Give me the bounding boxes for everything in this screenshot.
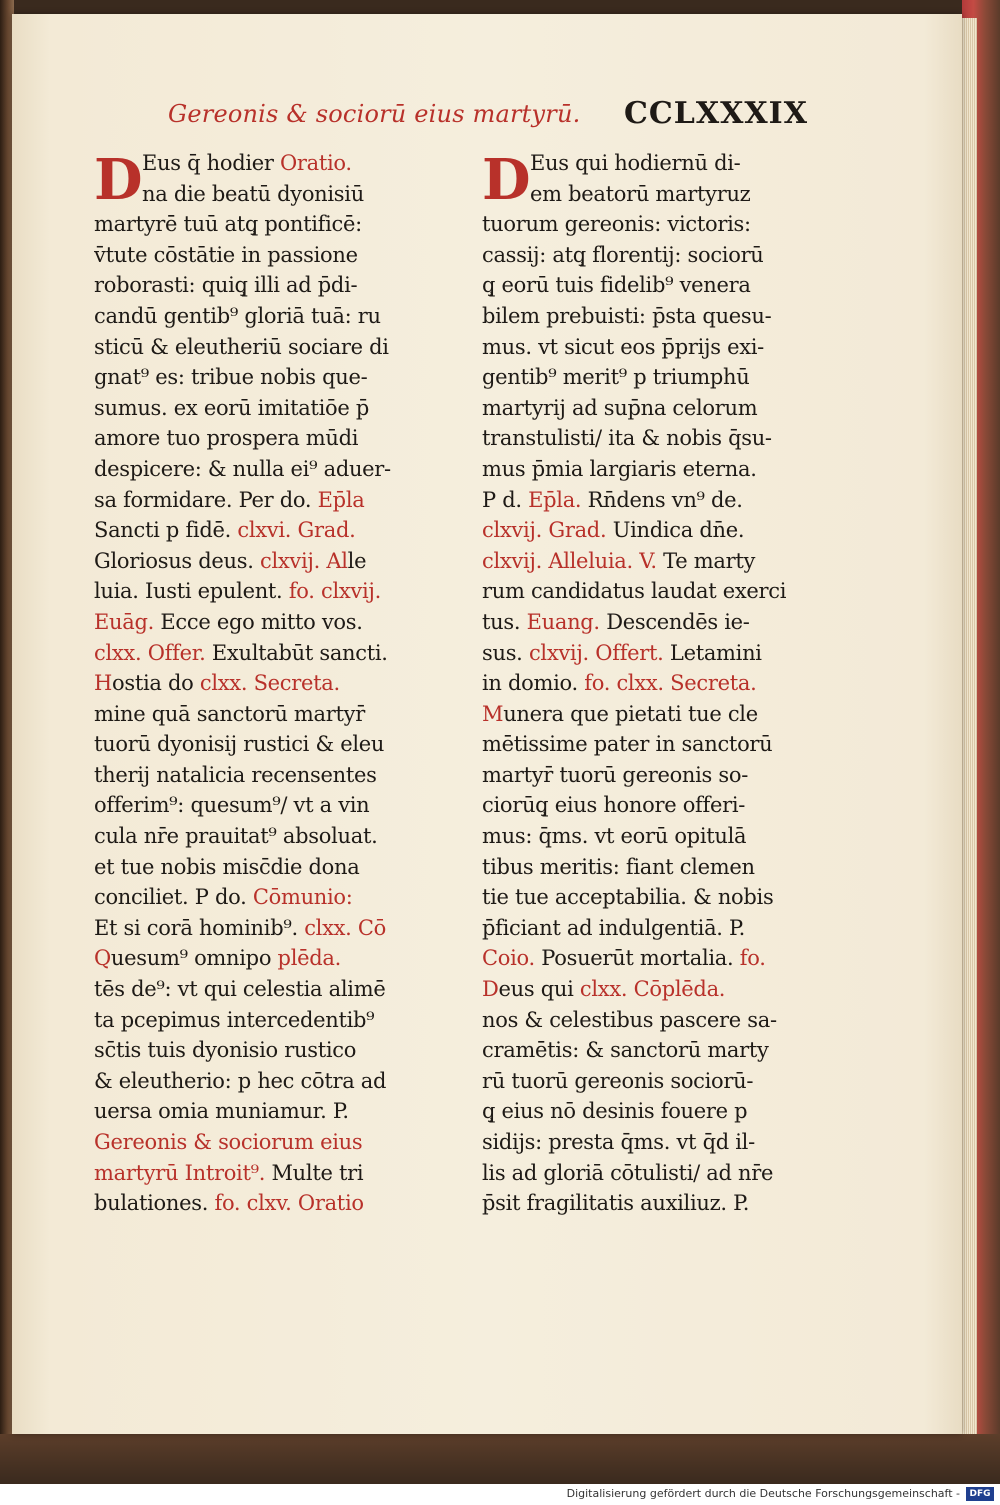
- body-text: Gloriosus deus.: [94, 548, 261, 573]
- body-text: mus. vt sicut eos p̄prijs exi-: [482, 334, 764, 359]
- body-text: conciliet. P do.: [94, 885, 253, 910]
- rubric-text: clxx. Cōplēda.: [579, 977, 726, 1002]
- text-line: [482, 362, 822, 393]
- text-line: [94, 943, 434, 974]
- body-text: sticū & eleutheriū sociare di: [94, 334, 389, 359]
- text-line: [94, 423, 434, 454]
- text-line: [482, 454, 822, 485]
- body-text: P d.: [482, 487, 529, 512]
- initial-letter: D: [94, 147, 143, 213]
- footer: [0, 1484, 1000, 1505]
- body-text: gnat⁹ es: tribue nobis que-: [94, 365, 368, 390]
- rubric-text: Ep̄la: [317, 487, 365, 512]
- body-text: tuorum gereonis: victoris:: [482, 212, 751, 237]
- body-text: tibus meritis: fiant clemen: [482, 854, 755, 879]
- text-line: [482, 1066, 822, 1097]
- body-text: therij natalicia recensentes: [94, 762, 377, 787]
- text-line: [94, 974, 434, 1005]
- footer-credit: Digitalisierung gefördert durch die Deutsche Forschungsgemeinschaft -: [566, 1487, 960, 1500]
- text-line: [482, 638, 822, 669]
- text-line: [482, 943, 822, 974]
- text-line: [482, 1035, 822, 1066]
- body-text: transtulisti/ ita & nobis q̄su-: [482, 426, 772, 451]
- body-text: Eus qui hodiernū di-: [530, 151, 741, 175]
- text-line: [482, 1158, 822, 1189]
- body-text: uesum⁹ omnipo: [110, 946, 272, 971]
- body-text: Et si corā hominib⁹.: [94, 915, 305, 940]
- text-line: [94, 852, 434, 883]
- body-text: uersa omia muniamur. P.: [94, 1099, 349, 1124]
- rubric-text: clxvij. Al: [260, 548, 348, 573]
- text-line: [482, 1127, 822, 1158]
- body-text: p̄ficiant ad indulgentiā. P.: [482, 915, 746, 940]
- text-line: [482, 270, 822, 301]
- text-line: [94, 576, 434, 607]
- text-line: [94, 362, 434, 393]
- body-text: rū tuorū gereonis sociorū-: [482, 1068, 754, 1093]
- text-line: [482, 485, 822, 516]
- text-line: [94, 638, 434, 669]
- text-line: [482, 209, 822, 240]
- text-line: [482, 699, 822, 730]
- text-line: [94, 1127, 434, 1158]
- body-text: p̄sit fragilitatis auxiliuz. P.: [482, 1191, 750, 1216]
- body-text: sa formidare. Per do.: [94, 487, 318, 512]
- body-text: Rn̄dens vn⁹ de.: [587, 487, 743, 512]
- body-text: sc̄tis tuis dyonisio rustico: [94, 1038, 357, 1063]
- running-title: Gereonis & sociorū eius martyrū.: [168, 100, 581, 128]
- body-text: na die beatū dyonisiū: [142, 181, 364, 206]
- body-text: candū gentib⁹ gloriā tuā: ru: [94, 303, 381, 328]
- rubric-text: clxvij. Offert.: [528, 640, 670, 665]
- text-line: [94, 821, 434, 852]
- text-line: [94, 668, 434, 699]
- body-text: cassij: atq̧ florentij: sociorū: [482, 242, 764, 267]
- right-column: [482, 148, 822, 1219]
- rubric-text: Cōmunio:: [252, 885, 353, 910]
- text-line: [482, 576, 822, 607]
- text-line: [482, 240, 822, 271]
- body-text: sidijs: presta q̄ms. vt q̄d il-: [482, 1130, 755, 1154]
- text-line: [94, 760, 434, 791]
- rubric-text: fo.: [739, 946, 766, 971]
- body-text: v̄tute cōstātie in passione: [94, 242, 358, 267]
- body-text: in domio.: [482, 671, 585, 696]
- body-text: tus.: [482, 609, 527, 634]
- body-text: Sancti p fidē.: [94, 518, 238, 543]
- body-text: ta pcepimus intercedentib⁹: [94, 1007, 375, 1032]
- body-text: martyrē tuū atq̧ pontificē:: [94, 212, 362, 237]
- body-text: & eleutherio: p hec cōtra ad: [94, 1068, 387, 1093]
- text-line: [94, 546, 434, 577]
- text-line: [94, 729, 434, 760]
- body-text: bulationes.: [94, 1191, 215, 1216]
- body-text: mus: q̄ms. vt eorū opitulā: [482, 824, 747, 849]
- body-text: bilem prebuisti: p̄sta quesu-: [482, 303, 772, 328]
- body-text: martyrij ad sup̄na celorum: [482, 395, 758, 420]
- text-line: [94, 1158, 434, 1189]
- text-line: [482, 913, 822, 944]
- initial-letter: D: [482, 147, 531, 213]
- rubric-text: clxx. Secreta.: [193, 671, 340, 696]
- book-cover-bottom: [0, 1434, 1000, 1484]
- rubric-text: Oratio.: [280, 151, 352, 175]
- text-line: [530, 148, 822, 179]
- rubric-text: clxx. Cō: [304, 915, 387, 940]
- text-line: [94, 301, 434, 332]
- rubric-text: clxvij. Alleluia. V.: [482, 548, 664, 573]
- text-line: [482, 790, 822, 821]
- text-line: [94, 790, 434, 821]
- text-line: [482, 668, 822, 699]
- body-text: amore tuo prospera mūdi: [94, 426, 359, 451]
- text-line: [482, 393, 822, 424]
- text-line: [142, 179, 434, 210]
- rubric-text: clxvij. Grad.: [482, 518, 613, 543]
- body-text: q̧ eorū tuis fidelib⁹ venera: [482, 273, 751, 298]
- body-text: rum candidatus laudat exerci: [482, 579, 787, 604]
- text-line: [482, 821, 822, 852]
- rubric-text: Gereonis & sociorum eius: [94, 1130, 363, 1154]
- rubric-text: fo. clxx. Secreta.: [584, 671, 757, 696]
- body-text: lis ad gloriā cōtulisti/ ad nr̄e: [482, 1160, 774, 1185]
- body-text: et tue nobis misc̄die dona: [94, 854, 360, 879]
- body-text: gentib⁹ merit⁹ p triumphū: [482, 365, 750, 390]
- rubric-text: clxx. Offer.: [94, 640, 212, 665]
- text-line: [94, 882, 434, 913]
- rubric-text: clxvi. Grad.: [237, 518, 356, 543]
- body-text: Exultabūt sancti.: [211, 640, 388, 665]
- body-text: luia. Iusti epulent.: [94, 579, 289, 604]
- body-text: sumus. ex eorū imitatiōe p̄: [94, 395, 369, 420]
- text-line: [94, 240, 434, 271]
- dfg-logo: DFG: [966, 1487, 994, 1501]
- body-text: Letamini: [669, 640, 762, 665]
- body-text: sus.: [482, 640, 529, 665]
- text-line: [94, 913, 434, 944]
- text-line: [94, 607, 434, 638]
- rubric-text: Euāg.: [94, 609, 161, 634]
- body-text: Posuerūt mortalia.: [541, 946, 740, 971]
- body-text: q̧ eius nō desinis fouere p: [482, 1099, 748, 1124]
- folio-number: CCLXXXIX: [624, 96, 808, 131]
- rubric-text: H: [94, 671, 113, 696]
- body-text: em beatorū martyruz: [530, 181, 751, 206]
- body-text: eus qui: [498, 977, 580, 1002]
- text-line: [482, 1096, 822, 1127]
- body-text: cramētis: & sanctorū marty: [482, 1038, 769, 1063]
- text-line: [482, 332, 822, 363]
- body-text: offerim⁹: quesum⁹/ vt a vin: [94, 793, 370, 818]
- text-line: [94, 454, 434, 485]
- body-text: mētissime pater in sanctorū: [482, 732, 773, 757]
- text-line: [94, 485, 434, 516]
- text-line: [94, 515, 434, 546]
- body-text: Eus q̄ hodier: [142, 151, 280, 175]
- text-line: [94, 699, 434, 730]
- rubric-text: Coio.: [482, 946, 542, 971]
- text-line: [482, 1188, 822, 1219]
- body-text: Descendēs ie-: [606, 609, 750, 634]
- text-line: [94, 332, 434, 363]
- text-line: [482, 760, 822, 791]
- body-text: tēs de⁹: vt qui celestia alimē: [94, 977, 386, 1002]
- body-text: le: [347, 548, 367, 573]
- body-text: ciorūq̧ eius honore offeri-: [482, 793, 746, 818]
- text-line: [482, 1005, 822, 1036]
- text-line: [482, 882, 822, 913]
- text-line: [482, 852, 822, 883]
- text-line: [482, 423, 822, 454]
- text-line: [94, 1035, 434, 1066]
- text-line: [94, 393, 434, 424]
- text-line: [482, 546, 822, 577]
- text-line: [482, 974, 822, 1005]
- body-text: Multe tri: [271, 1160, 364, 1185]
- text-line: [94, 1066, 434, 1097]
- rubric-text: plēda.: [271, 946, 341, 971]
- rubric-text: fo. clxv. Oratio: [214, 1191, 364, 1216]
- body-text: tie tue acceptabilia. & nobis: [482, 885, 774, 910]
- body-text: Uindica dn̄e.: [612, 518, 745, 543]
- body-text: roborasti: quiq̧ illi ad p̄di-: [94, 273, 358, 298]
- left-column: [94, 148, 434, 1219]
- body-text: Te marty: [663, 548, 756, 573]
- text-line: [482, 515, 822, 546]
- body-text: unera que pietati tue cle: [503, 701, 758, 726]
- rubric-text: Euang.: [526, 609, 607, 634]
- rubric-text: M: [482, 701, 504, 726]
- text-line: [530, 179, 822, 210]
- rubric-text: fo. clxvij.: [288, 579, 381, 604]
- body-text: ostia do: [112, 671, 194, 696]
- left-column-lines: [94, 148, 434, 1219]
- body-text: cula nr̄e prauitat⁹ absoluat.: [94, 824, 378, 849]
- text-line: [482, 607, 822, 638]
- body-text: nos & celestibus pascere sa-: [482, 1007, 777, 1032]
- right-column-lines: [482, 148, 822, 1219]
- body-text: mus p̄mia largiaris eterna.: [482, 456, 757, 481]
- text-line: [94, 209, 434, 240]
- text-line: [482, 729, 822, 760]
- text-line: [142, 148, 434, 179]
- body-text: martyr̄ tuorū gereonis so-: [482, 762, 749, 787]
- rubric-text: Q: [94, 946, 111, 971]
- rubric-text: martyrū Introit⁹.: [94, 1160, 272, 1185]
- rubric-text: Ep̄la.: [528, 487, 588, 512]
- text-line: [94, 270, 434, 301]
- body-text: despicere: & nulla ei⁹ aduer-: [94, 456, 391, 481]
- text-line: [482, 301, 822, 332]
- text-line: [94, 1188, 434, 1219]
- body-text: tuorū dyonisij rustici & eleu: [94, 732, 385, 757]
- text-line: [94, 1096, 434, 1127]
- body-text: Ecce ego mitto vos.: [160, 609, 363, 634]
- rubric-text: D: [482, 977, 499, 1002]
- body-text: mine quā sanctorū martyr̄: [94, 701, 365, 726]
- text-line: [94, 1005, 434, 1036]
